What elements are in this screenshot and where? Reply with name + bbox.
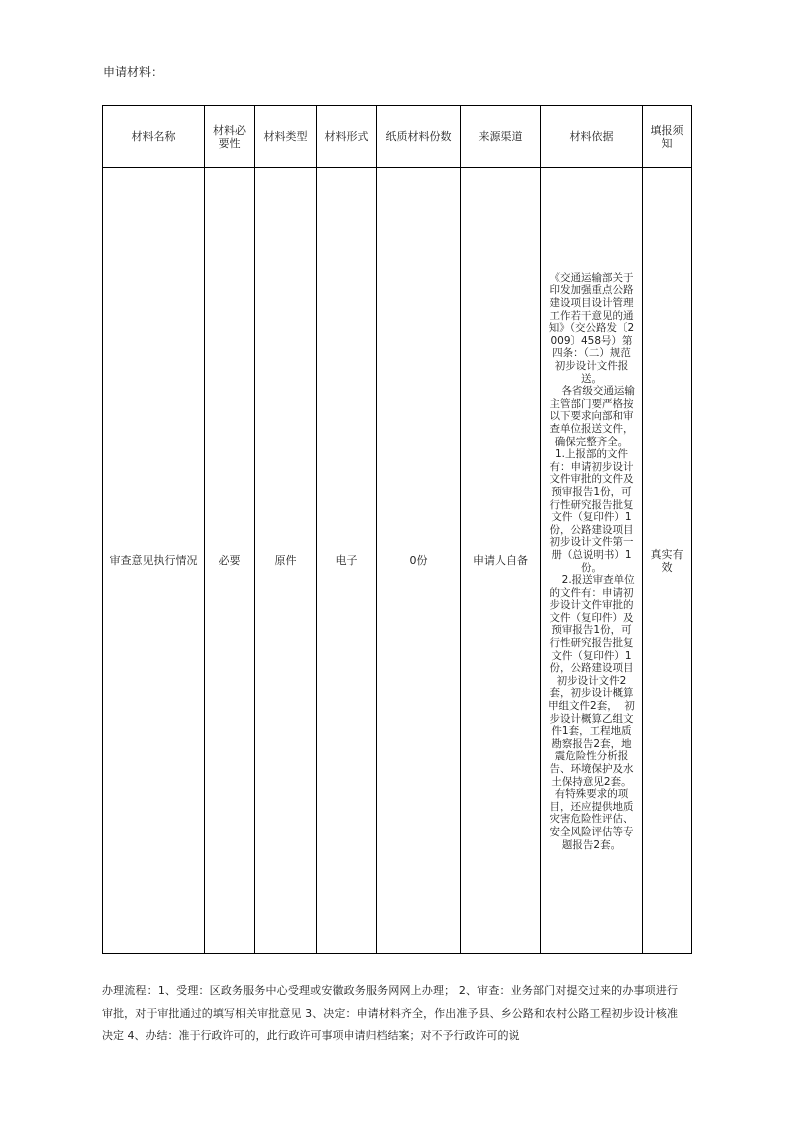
cell-material-required: 必要 bbox=[205, 168, 255, 954]
header-basis: 材料依据 bbox=[541, 106, 643, 168]
cell-paper-count: 0份 bbox=[377, 168, 461, 954]
header-material-name: 材料名称 bbox=[103, 106, 205, 168]
header-material-required: 材料必要性 bbox=[205, 106, 255, 168]
materials-table bbox=[102, 105, 692, 954]
header-material-type: 材料类型 bbox=[255, 106, 317, 168]
header-notes: 填报须知 bbox=[643, 106, 692, 168]
process-paragraph: 办理流程：1、受理：区政务服务中心受理或安徽政务服务网网上办理； 2、审查：业务部门对提交过来的办事项进行审批，对于审批通过的填写相关审批意见 3、决定：申请材料齐全，作出准予县、乡公路和农村公路工程初步设计核准决定 4、办结：准于行政许可的，此行政许可事项申请归档结案；对不予行政许可的说 bbox=[102, 984, 678, 1042]
cell-source: 申请人自备 bbox=[461, 168, 541, 954]
header-source: 来源渠道 bbox=[461, 106, 541, 168]
table-header bbox=[103, 106, 692, 168]
basis-text: 《交通运输部关于印发加强重点公路建设项目设计管理工作若干意见的通知》（交公路发〔2009〕458号）第四条：（二）规范初步设计文件报送。 各省级交通运输主管部门要严格按以下要求向部和审查单位报送文件，确保完整齐全。 1.上报部的文件有：申请初步设计文件审批的文件及预审报告1份，可行性研究报告批复文件（复印件）1份，公路建设项目初步设计文件第一册（总说明书）1份。 2.报送审查单位的文件有：申请初步设计文件审批的文件（复印件）及预审报告1份，可行性研究报告批复文件（复印件）1份，公路建设项目初步设计文件2套，初步设计概算甲组文件2套， 初步设计概算乙组文件1套，工程地质勘察报告2套，地震危险性分析报告、环境保护及水土保持意见2套。有特殊要求的项目，还应提供地质灾害危险性评估、安全风险评估等专题报告2套。 bbox=[548, 271, 635, 851]
cell-material-type: 原件 bbox=[255, 168, 317, 954]
header-paper-count: 纸质材料份数 bbox=[377, 106, 461, 168]
header-material-form: 材料形式 bbox=[317, 106, 377, 168]
section-title: 申请材料： bbox=[103, 65, 164, 79]
table-header-row bbox=[103, 106, 692, 168]
table-row bbox=[103, 168, 692, 954]
cell-material-name: 审查意见执行情况 bbox=[103, 168, 205, 954]
cell-basis bbox=[541, 168, 643, 954]
cell-material-form: 电子 bbox=[317, 168, 377, 954]
cell-notes: 真实有效 bbox=[643, 168, 692, 954]
